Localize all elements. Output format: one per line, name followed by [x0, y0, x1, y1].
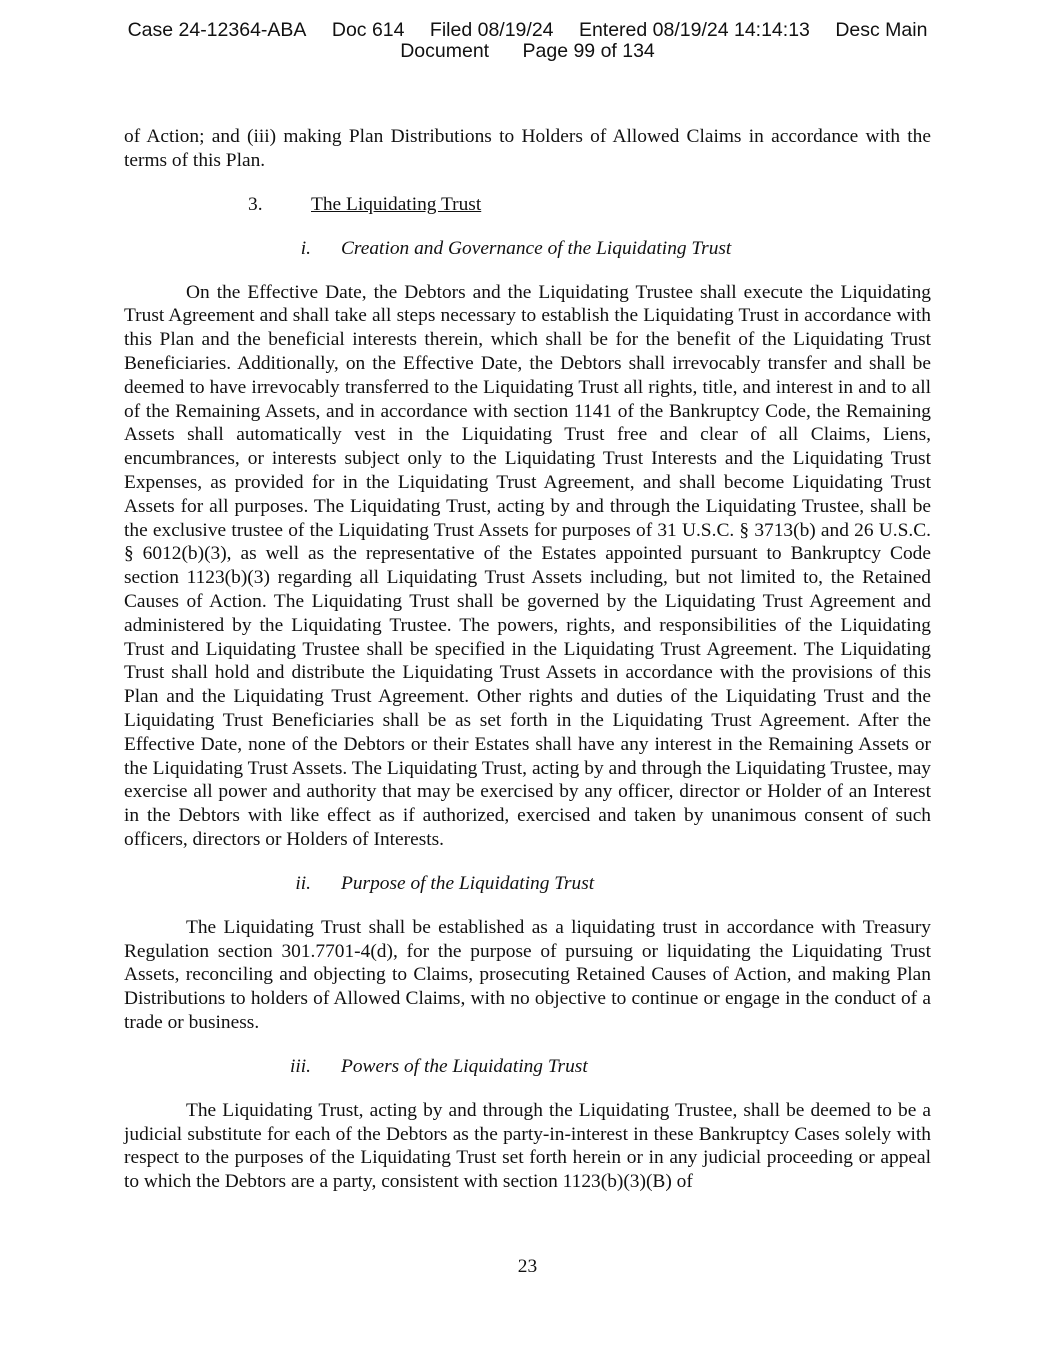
- subsection-body-3: The Liquidating Trust, acting by and through the Liquidating Trustee, shall be deemed to be a judicial substitute for each of the Debtors as the party-in-interest in these Bankruptcy Cases solely with respect to the purposes of the Liquidating Trust set forth herein or in any judicial proceeding or appeal to which the Debtors are a party, consistent with section 1123(b)(3)(B) of: [124, 1099, 931, 1193]
- entered-date: Entered 08/19/24 14:14:13: [578, 19, 810, 41]
- subsection-body-2: The Liquidating Trust shall be established as a liquidating trust in accordance with Treasury Regulation section 301.7701-4(d), for the purpose of pursuing or liquidating the Liquidating Trust Assets, reconciling and objecting to Claims, prosecuting Retained Causes of Action, and making Plan Distributions to holders of Allowed Claims, with no objective to continue or engage in the conduct of a trade or business.: [124, 916, 931, 1033]
- page-number: 23: [517, 1256, 538, 1277]
- document-label: Document: [400, 40, 490, 62]
- section-number: 3.: [248, 193, 263, 215]
- case-header-line-2: [0, 41, 1055, 62]
- subsection-number: i.: [300, 237, 311, 259]
- section-heading: [124, 193, 931, 217]
- subsection-heading-2: [124, 872, 931, 896]
- subsection-heading-3: [124, 1055, 931, 1079]
- subsection-heading-1: [124, 237, 931, 261]
- case-number: Case 24-12364-ABA: [127, 19, 307, 41]
- case-header: [0, 20, 1055, 62]
- doc-number: Doc 614: [331, 19, 405, 41]
- subsection-title: Powers of the Liquidating Trust: [341, 1055, 588, 1077]
- page-indicator: Page 99 of 134: [522, 40, 655, 62]
- subsection-number: iii.: [289, 1055, 311, 1077]
- case-header-line-1: [0, 20, 1055, 41]
- section-title: The Liquidating Trust: [311, 193, 482, 215]
- desc-main: Desc Main: [835, 19, 928, 41]
- filed-date: Filed 08/19/24: [429, 19, 554, 41]
- subsection-number: ii.: [295, 872, 311, 894]
- subsection-title: Creation and Governance of the Liquidating Trust: [341, 237, 732, 259]
- subsection-body-1: On the Effective Date, the Debtors and the Liquidating Trustee shall execute the Liquidating Trust Agreement and shall take all steps necessary to establish the Liquidating Trust in accordance with this Plan and the beneficial interests therein, which shall be for the benefit of the Liquidating Trust Beneficiaries. Additionally, on the Effective Date, the Debtors shall irrevocably transfer and shall be deemed to have irrevocably transferred to the Liquidating Trust all rights, title, and interest in and to all of the Remaining Assets, and in accordance with section 1141 of the Bankruptcy Code, the Remaining Assets shall automatically vest in the Liquidating Trust free and clear of all Claims, Liens, encumbrances, or interests subject only to the Liquidating Trust Interests and the Liquidating Trust Expenses, as provided for in the Liquidating Trust Agreement, and shall become Liquidating Trust Assets for all purposes. The Liquidating Trust, acting by and through the Liquidating Trustee, shall be the exclusive trustee of the Liquidating Trust Assets for purposes of 31 U.S.C. § 3713(b) and 26 U.S.C. § 6012(b)(3), as well as the representative of the Estates appointed pursuant to Bankruptcy Code section 1123(b)(3) regarding all Liquidating Trust Assets including, but not limited to, the Retained Causes of Action. The Liquidating Trust shall be governed by the Liquidating Trust Agreement and administered by the Liquidating Trustee. The powers, rights, and responsibilities of the Liquidating Trust and Liquidating Trustee shall be specified in the Liquidating Trust Agreement. The Liquidating Trust shall hold and distribute the Liquidating Trust Assets in accordance with the provisions of this Plan and the Liquidating Trust Agreement. Other rights and duties of the Liquidating Trust and the Liquidating Trust Beneficiaries shall be as set forth in the Liquidating Trust Agreement. After the Effective Date, none of the Debtors or their Estates shall have any interest in the Remaining Assets or the Liquidating Trust Assets. The Liquidating Trust, acting by and through the Liquidating Trustee, may exercise all power and authority that may be exercised by any officer, director or Holder of an Interest in the Debtors with like effect as if authorized, exercised and taken by unanimous consent of such officers, directors or Holders of Interests.: [124, 281, 931, 850]
- intro-paragraph: of Action; and (iii) making Plan Distributions to Holders of Allowed Claims in accordance with the terms of this Plan.: [124, 126, 931, 171]
- document-body: [124, 125, 931, 1194]
- subsection-title: Purpose of the Liquidating Trust: [341, 872, 595, 894]
